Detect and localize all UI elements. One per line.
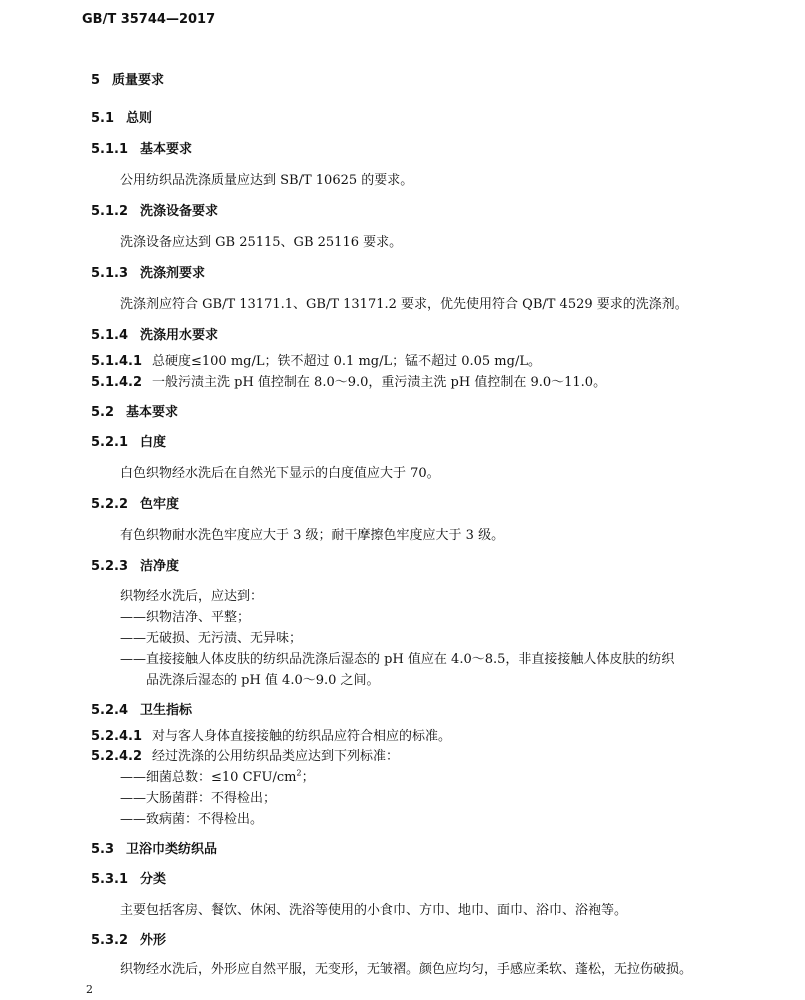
section-number: 5.1.1 <box>91 142 129 157</box>
section-number: 5 <box>91 73 101 88</box>
heading-5-1-4 <box>91 328 218 344</box>
section-number: 5.1 <box>91 111 115 126</box>
heading-5-2 <box>91 405 178 421</box>
heading-5-2-1 <box>91 435 166 451</box>
section-number: 5.2.2 <box>91 497 129 512</box>
heading-5-3-1 <box>91 872 166 888</box>
section-number: 5.3.1 <box>91 872 129 887</box>
clause-5-1-4-2 <box>91 375 606 391</box>
clause-number: 5.1.4.1 <box>91 354 142 369</box>
heading-5-2-3 <box>91 559 179 575</box>
section-title: 总则 <box>126 111 153 126</box>
section-number: 5.2 <box>91 405 115 420</box>
list-item: ——直接接触人体皮肤的纺织品洗涤后湿态的 pH 值应在 4.0～8.5，非直接接触人体皮肤的纺织 <box>120 652 675 667</box>
heading-5-1-3 <box>91 266 205 282</box>
paragraph-5-3-2: 织物经水洗后，外形应自然平服，无变形，无皱褶。颜色应均匀，手感应柔软、蓬松，无拉伤破损。 <box>120 962 693 977</box>
section-title: 基本要求 <box>126 405 179 420</box>
section-title: 洁净度 <box>140 559 180 574</box>
section-number: 5.3.2 <box>91 933 129 948</box>
list-item: ——织物洁净、平整； <box>120 610 251 625</box>
section-number: 5.2.1 <box>91 435 129 450</box>
clause-5-2-4-1 <box>91 729 451 745</box>
clause-5-2-4-2 <box>91 749 399 765</box>
clause-text: 对与客人身体直接接触的纺织品应符合相应的标准。 <box>152 729 452 744</box>
heading-5-1-1 <box>91 142 192 158</box>
section-title: 洗涤设备要求 <box>140 204 219 219</box>
clause-text: 经过洗涤的公用纺织品类应达到下列标准： <box>152 749 400 764</box>
section-title: 洗涤用水要求 <box>140 328 219 343</box>
section-number: 5.1.3 <box>91 266 129 281</box>
clause-number: 5.2.4.2 <box>91 749 142 764</box>
paragraph-5-2-2: 有色织物耐水洗色牢度应大于 3 级；耐干摩擦色牢度应大于 3 级。 <box>120 528 505 543</box>
heading-5-2-2 <box>91 497 179 513</box>
standard-code-header: GB/T 35744—2017 <box>82 12 216 27</box>
list-item-continuation: 品洗涤后湿态的 pH 值 4.0～9.0 之间。 <box>146 673 380 688</box>
paragraph-5-1-2: 洗涤设备应达到 GB 25115、GB 25116 要求。 <box>120 235 403 250</box>
heading-5-3 <box>91 842 217 858</box>
paragraph-5-2-1: 白色织物经水洗后在自然光下显示的白度值应大于 70。 <box>120 466 440 481</box>
section-title: 分类 <box>140 872 167 887</box>
section-number: 5.3 <box>91 842 115 857</box>
paragraph-5-1-3: 洗涤剂应符合 GB/T 13171.1、GB/T 13171.2 要求，优先使用符合 QB/T 4529 要求的洗涤剂。 <box>120 297 688 312</box>
section-number: 5.1.4 <box>91 328 129 343</box>
list-item: ——大肠菌群：不得检出； <box>120 791 277 806</box>
section-title: 卫生指标 <box>140 703 193 718</box>
clause-text: 总硬度≤100 mg/L；铁不超过 0.1 mg/L；锰不超过 0.05 mg/L。 <box>152 354 541 369</box>
list-item-tail: ； <box>301 770 315 785</box>
list-item-text: ——细菌总数：≤10 CFU/cm <box>120 770 297 785</box>
heading-5-1 <box>91 111 152 127</box>
section-title: 基本要求 <box>140 142 193 157</box>
clause-number: 5.2.4.1 <box>91 729 142 744</box>
section-title: 色牢度 <box>140 497 180 512</box>
heading-5-1-2 <box>91 204 218 220</box>
section-number: 5.2.3 <box>91 559 129 574</box>
section-title: 质量要求 <box>112 73 165 88</box>
clause-text: 一般污渍主洗 pH 值控制在 8.0～9.0，重污渍主洗 pH 值控制在 9.0～11.0。 <box>152 375 607 390</box>
heading-5-2-4 <box>91 703 192 719</box>
clause-5-1-4-1 <box>91 354 541 370</box>
section-title: 洗涤剂要求 <box>140 266 206 281</box>
paragraph-5-3-1: 主要包括客房、餐饮、休闲、洗浴等使用的小食巾、方巾、地巾、面巾、浴巾、浴袍等。 <box>120 903 628 918</box>
heading-5-3-2 <box>91 933 166 949</box>
section-number: 5.1.2 <box>91 204 129 219</box>
list-item: ——无破损、无污渍、无异味； <box>120 631 303 646</box>
section-title: 外形 <box>140 933 167 948</box>
clause-number: 5.1.4.2 <box>91 375 142 390</box>
paragraph-5-2-3-intro: 织物经水洗后，应达到： <box>120 589 264 604</box>
superscript: 2 <box>296 768 302 778</box>
section-number: 5.2.4 <box>91 703 129 718</box>
section-title: 卫浴巾类纺织品 <box>126 842 218 857</box>
list-item <box>120 770 315 786</box>
heading-5 <box>91 73 164 89</box>
list-item: ——致病菌：不得检出。 <box>120 812 264 827</box>
page-number: 2 <box>86 983 93 996</box>
paragraph-5-1-1: 公用纺织品洗涤质量应达到 SB/T 10625 的要求。 <box>120 173 414 188</box>
section-title: 白度 <box>140 435 167 450</box>
